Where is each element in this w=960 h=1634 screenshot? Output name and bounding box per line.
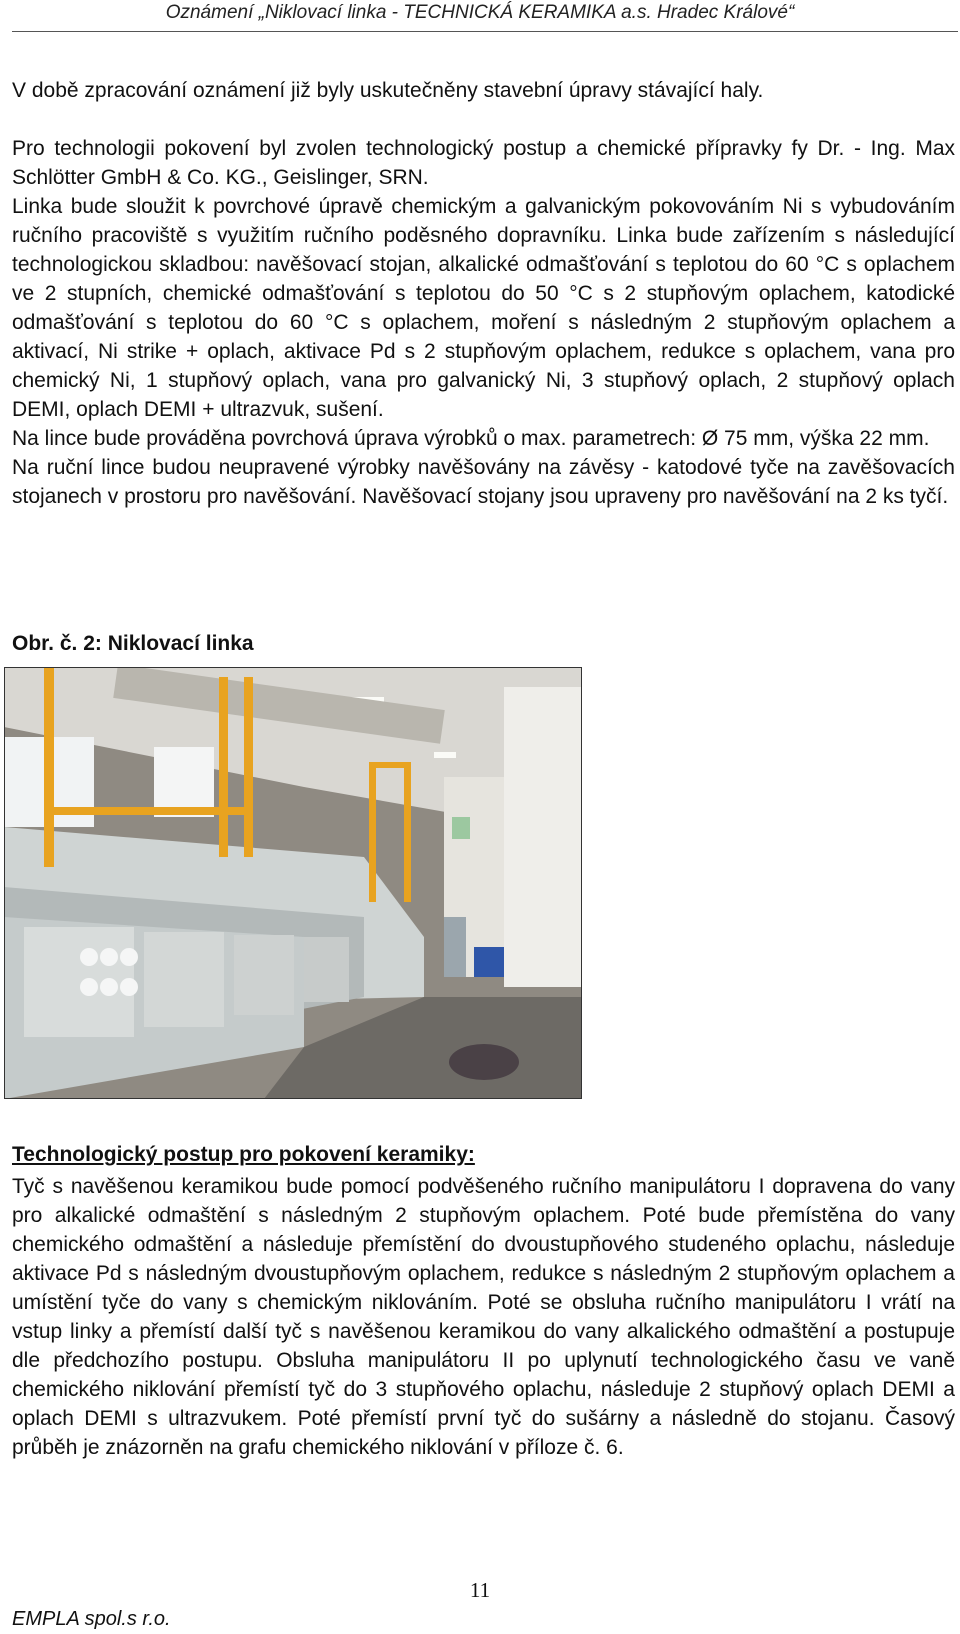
- page-number: 11: [469, 1578, 491, 1602]
- plating-line-photo: [4, 667, 582, 1099]
- line-description-paragraph: Linka bude sloužit k povrchové úpravě chemickým a galvanickým pokovováním Ni s vybudováním ručního pracoviště s využitím ručního poděsného dopravníku. Linka bude zařízením s následující technologickou skladbou: navěšovací stojan, alkalické odmašťování s teplotou do 60 °C s oplachem ve 2 stupních, chemické odmašťování s teplotou do 50 °C s 2 stupňovým oplachem, katodické odmašťování s teplotou do 60 °C s oplachem, moření s následným 2 stupňovým oplachem a aktivací, Ni strike + oplach, aktivace Pd s 2 stupňovým oplachem, redukce s oplachem, vana pro chemický Ni, 1 stupňový oplach, vana pro galvanický Ni, 3 stupňový oplach, 2 stupňový oplach DEMI, oplach DEMI + ultrazvuk, sušení.: [12, 195, 955, 421]
- intro-paragraph: V době zpracování oznámení již byly uskutečněny stavební úpravy stávající haly.: [12, 79, 764, 102]
- body-text: [12, 76, 955, 511]
- page-footer: EMPLA spol.s r.o.: [12, 1608, 171, 1630]
- header-rule: [12, 31, 958, 32]
- parameters-paragraph: Na lince bude prováděna povrchová úprava výrobků o max. parametrech: Ø 75 mm, výška 22 mm.: [12, 427, 930, 450]
- figure-caption: Obr. č. 2: Niklovací linka: [12, 632, 254, 655]
- page-header: Oznámení „Niklovací linka - TECHNICKÁ KERAMIKA a.s. Hradec Králové“: [165, 2, 795, 23]
- procedure-body: Tyč s navěšenou keramikou bude pomocí podvěšeného ručního manipulátoru I dopravena do vany pro alkalické odmaštění s následným 2 stupňovým oplachem. Poté bude přemístěna do vany chemického odmaštění a následuje přemístění do dvoustupňového studeného oplachu, následuje aktivace Pd s následným dvoustupňovým oplachem, redukce s následným 2 stupňovým oplachem a umístění tyče do vany s chemickým niklováním. Poté se obsluha ručního manipulátoru I vrátí na vstup linky a přemístí další tyč s navěšenou keramikou do vany alkalického odmaštění a postupuje dle předchozího postupu. Obsluha manipulátoru II po uplynutí technologického času ve vaně chemického niklování přemístí tyč do 3 stupňového oplachu, následuje 2 stupňový oplach DEMI a oplach DEMI s ultrazvukem. Poté přemístí první tyč do sušárny a následně do stojanu. Časový průběh je znázorněn na grafu chemického niklování v příloze č. 6.: [12, 1175, 955, 1459]
- technology-paragraph: Pro technologii pokovení byl zvolen technologický postup a chemické přípravky fy Dr. - Ing. Max Schlötter GmbH & Co. KG., Geislinger, SRN.: [12, 137, 955, 189]
- hanging-paragraph: Na ruční lince budou neupravené výrobky navěšovány na závěsy - katodové tyče na zavěšovacích stojanech v prostoru pro navěšování. Navěšovací stojany jsou upraveny pro navěšování na 2 ks tyčí.: [12, 456, 955, 508]
- procedure-title: Technologický postup pro pokovení keramiky:: [12, 1143, 475, 1166]
